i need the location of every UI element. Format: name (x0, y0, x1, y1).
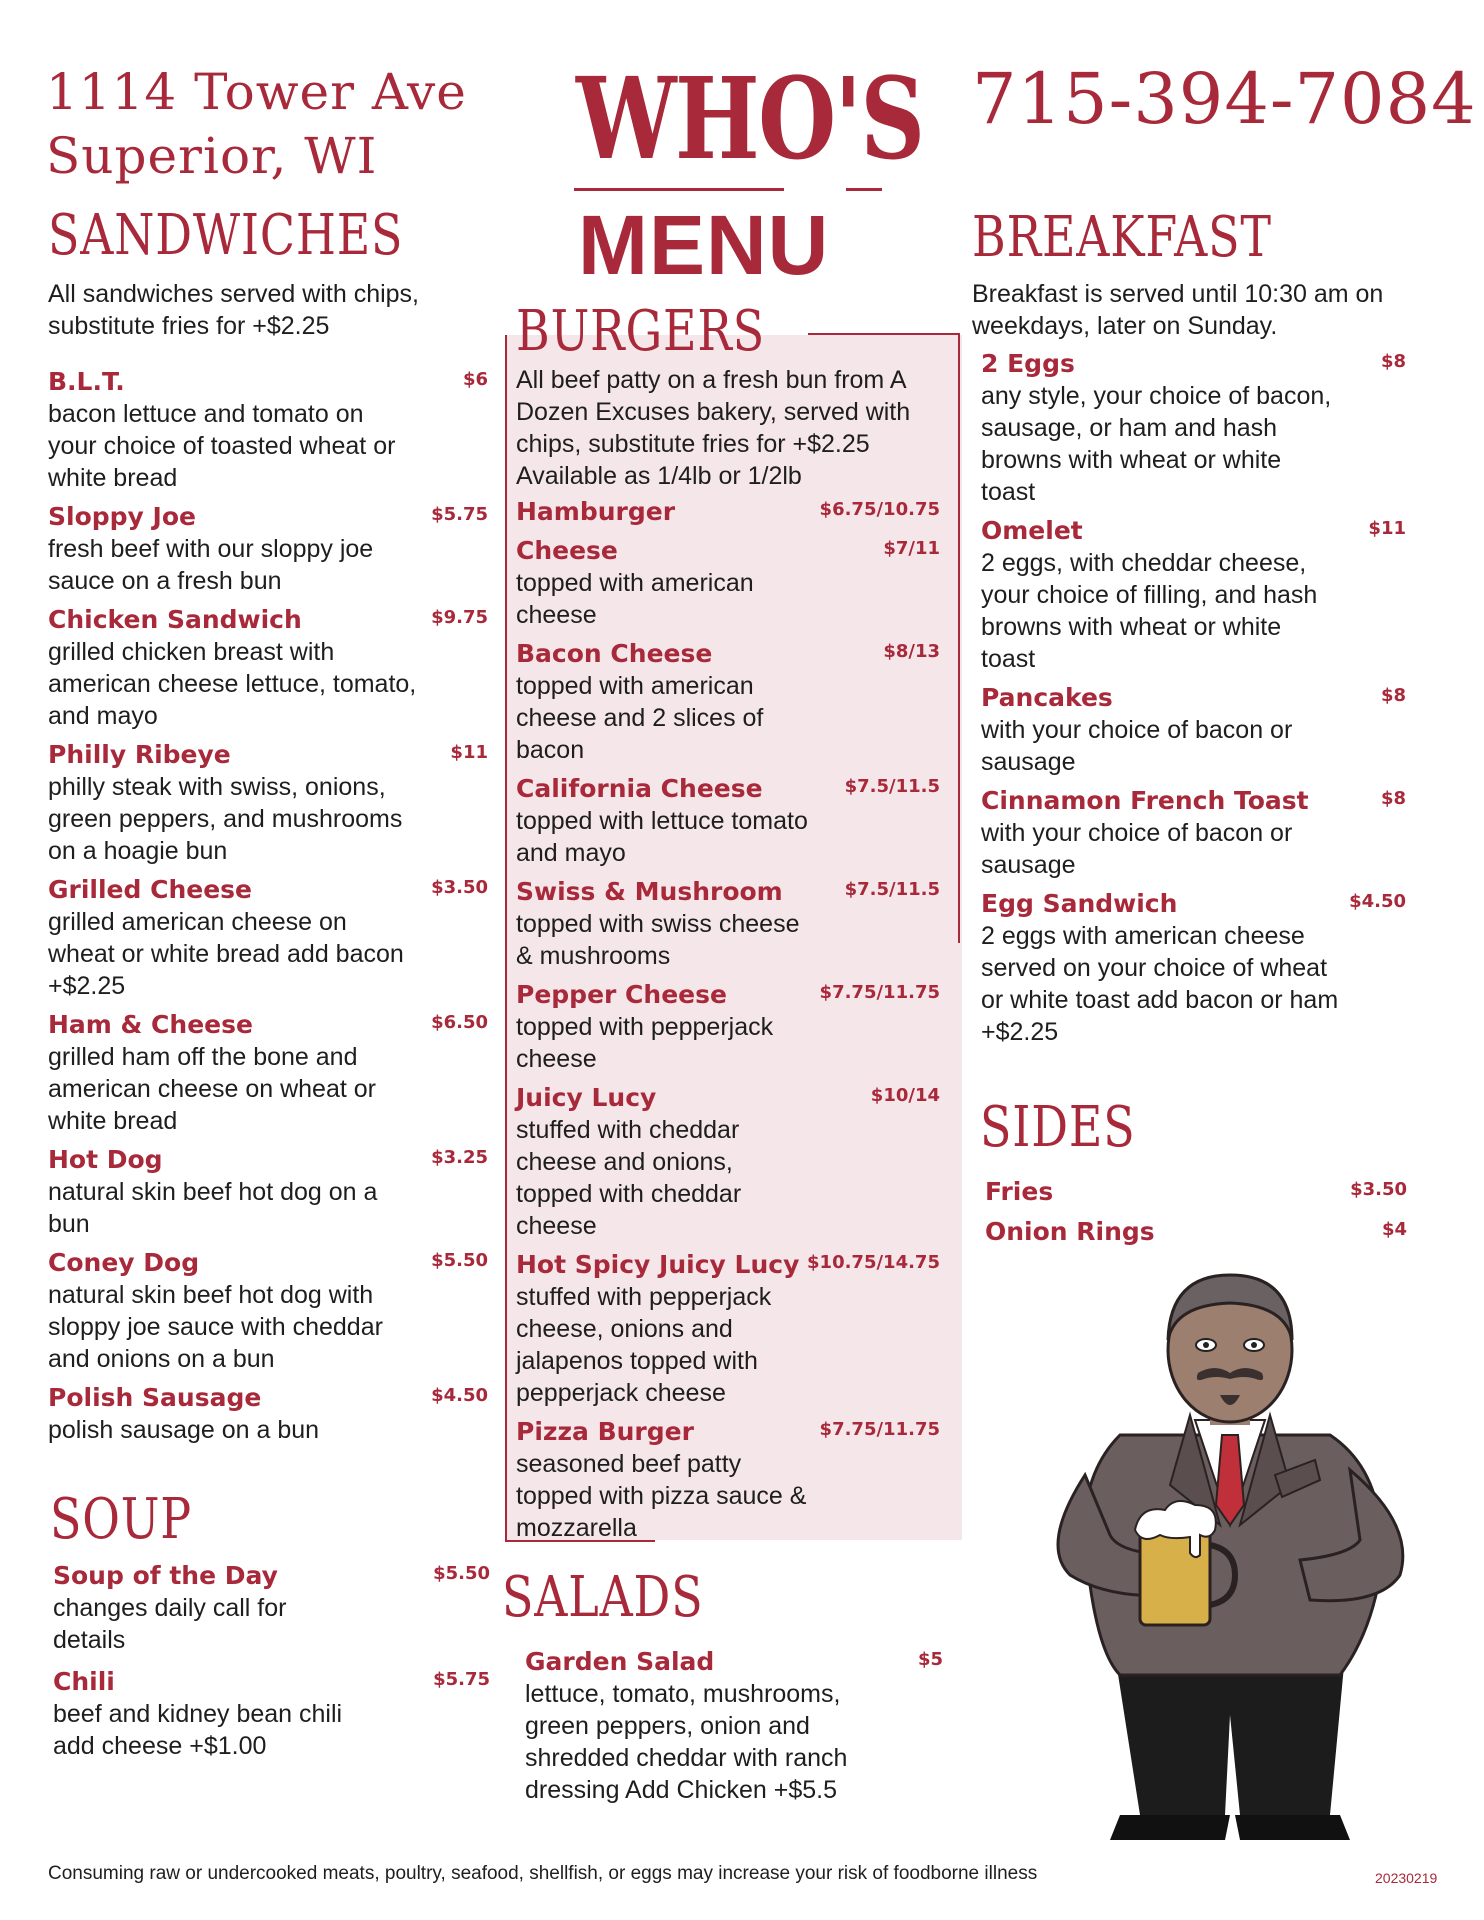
menu-item-price: $7.5/11.5 (844, 776, 940, 797)
menu-item-description: topped with pepperjack cheese (516, 1013, 774, 1073)
logo-whos: WHO'S (576, 54, 924, 185)
burgers-title: BURGERS (516, 299, 765, 364)
menu-item (48, 874, 488, 1002)
menu-item-name: Egg Sandwich (981, 889, 1178, 918)
menu-item (48, 1009, 488, 1137)
menu-item-description: grilled chicken breast with american cheese lettuce, tomato, and mayo (48, 638, 417, 730)
sandwiches-intro: All sandwiches served with chips, substitute fries for +$2.25 (48, 280, 419, 340)
menu-item (981, 785, 1406, 881)
menu-item-description: seasoned beef patty topped with pizza sauce & mozzarella (516, 1450, 807, 1542)
menu-item-name: Chicken Sandwich (48, 605, 302, 634)
menu-item-price: $7.75/11.75 (819, 982, 940, 1003)
sandwiches-list (48, 366, 488, 1453)
menu-item (48, 366, 488, 494)
menu-item (48, 739, 488, 867)
menu-item-price: $5.75 (431, 504, 488, 525)
menu-item (985, 1216, 1407, 1248)
phone-number: 715-394-7084 (972, 58, 1477, 140)
menu-item-name: Hot Dog (48, 1145, 163, 1174)
logo-menu: MENU (578, 198, 830, 292)
soup-title: SOUP (50, 1487, 192, 1552)
menu-item-description: stuffed with pepperjack cheese, onions and jalapenos topped with pepperjack cheese (516, 1283, 772, 1407)
menu-item-description: bacon lettuce and tomato on your choice of toasted wheat or white bread (48, 400, 396, 492)
menu-item-description: grilled american cheese on wheat or white bread add bacon +$2.25 (48, 908, 404, 1000)
menu-item-price: $6 (462, 369, 488, 390)
menu-item-price: $5 (917, 1649, 943, 1670)
menu-item-name: Onion Rings (985, 1217, 1155, 1246)
menu-item-price: $10/14 (870, 1085, 940, 1106)
menu-item-price: $5.75 (433, 1669, 490, 1690)
menu-item-name: Hot Spicy Juicy Lucy (516, 1250, 800, 1279)
menu-item-description: 2 eggs with american cheese served on your choice of wheat or white toast add bacon or ham +$2.25 (981, 922, 1339, 1046)
menu-item-name: Ham & Cheese (48, 1010, 253, 1039)
menu-item-name: Pizza Burger (516, 1417, 694, 1446)
menu-item-price: $3.25 (431, 1147, 488, 1168)
menu-item-description: stuffed with cheddar cheese and onions, topped with cheddar cheese (516, 1116, 742, 1240)
menu-item-description: natural skin beef hot dog on a bun (48, 1178, 378, 1238)
menu-item-name: Garden Salad (525, 1647, 715, 1676)
menu-item-name: Swiss & Mushroom (516, 877, 783, 906)
logo-rule-right (846, 188, 882, 191)
sides-title: SIDES (980, 1095, 1136, 1160)
menu-item (516, 876, 940, 972)
menu-item-description: natural skin beef hot dog with sloppy joe sauce with cheddar and onions on a bun (48, 1281, 383, 1373)
menu-item-name: Fries (985, 1177, 1054, 1206)
sides-list (985, 1176, 1407, 1256)
menu-item-description: any style, your choice of bacon, sausage, or ham and hash browns with wheat or white toast (981, 382, 1332, 506)
menu-item-name: 2 Eggs (981, 349, 1075, 378)
menu-item (985, 1176, 1407, 1208)
menu-item (48, 1382, 488, 1446)
breakfast-intro: Breakfast is served until 10:30 am on weekdays, later on Sunday. (972, 280, 1384, 340)
menu-item-description: topped with swiss cheese & mushrooms (516, 910, 800, 970)
menu-item (516, 535, 940, 631)
menu-item-price: $6.50 (431, 1012, 488, 1033)
menu-item-name: B.L.T. (48, 367, 125, 396)
burgers-panel-top-rule (808, 333, 960, 335)
menu-item-price: $7.75/11.75 (819, 1419, 940, 1440)
menu-item (53, 1560, 490, 1656)
menu-item-description: topped with lettuce tomato and mayo (516, 807, 808, 867)
menu-item-name: Hamburger (516, 497, 676, 526)
menu-item-price: $11 (1368, 518, 1406, 539)
menu-item (516, 1416, 940, 1544)
menu-item-price: $8/13 (883, 641, 940, 662)
menu-item-name: Chili (53, 1667, 115, 1696)
document-code: 20230219 (1375, 1870, 1438, 1886)
menu-item (48, 501, 488, 597)
burgers-list (516, 496, 940, 1551)
breakfast-list (981, 348, 1406, 1055)
menu-item-description: topped with american cheese and 2 slices of bacon (516, 672, 764, 764)
menu-item-name: Cinnamon French Toast (981, 786, 1309, 815)
address: 1114 Tower Ave Superior, WI (46, 63, 467, 185)
menu-item-name: Sloppy Joe (48, 502, 196, 531)
menu-item (981, 682, 1406, 778)
menu-item-price: $8 (1380, 351, 1406, 372)
menu-item-name: Omelet (981, 516, 1083, 545)
menu-item-price: $11 (450, 742, 488, 763)
menu-item-name: Coney Dog (48, 1248, 200, 1277)
menu-item-description: 2 eggs, with cheddar cheese, your choice of filling, and hash browns with wheat or white toast (981, 549, 1318, 673)
menu-item (516, 979, 940, 1075)
menu-item-price: $7/11 (883, 538, 940, 559)
menu-item-description: with your choice of bacon or sausage (981, 819, 1293, 879)
menu-item-price: $4.50 (1349, 891, 1406, 912)
menu-item (48, 604, 488, 732)
menu-item-price: $4.50 (431, 1385, 488, 1406)
menu-item (48, 1247, 488, 1375)
menu-item-name: Cheese (516, 536, 618, 565)
salads-list (525, 1646, 943, 1813)
logo (570, 54, 924, 292)
menu-item (981, 515, 1406, 675)
menu-item-description: changes daily call for details (53, 1594, 287, 1654)
menu-item-name: Pepper Cheese (516, 980, 727, 1009)
menu-item-price: $5.50 (431, 1250, 488, 1271)
menu-item-price: $4 (1381, 1219, 1407, 1240)
menu-item (981, 888, 1406, 1048)
menu-item-price: $9.75 (431, 607, 488, 628)
menu-item-description: beef and kidney bean chili add cheese +$1.00 (53, 1700, 343, 1760)
menu-item-name: Juicy Lucy (516, 1083, 657, 1112)
breakfast-title: BREAKFAST (972, 205, 1272, 270)
menu-item-name: Pancakes (981, 683, 1113, 712)
menu-item (48, 1144, 488, 1240)
menu-item-name: Polish Sausage (48, 1383, 262, 1412)
menu-item (516, 1082, 940, 1242)
menu-item (525, 1646, 943, 1806)
menu-item-price: $8 (1380, 788, 1406, 809)
menu-item-price: $3.50 (1350, 1179, 1407, 1200)
menu-item-name: Philly Ribeye (48, 740, 231, 769)
burgers-intro: All beef patty on a fresh bun from A Dozen Excuses bakery, served with chips, substitute fries for +$2.25 Available as 1/4lb or 1/2lb (516, 366, 911, 490)
menu-item-description: topped with american cheese (516, 569, 754, 629)
footer-disclaimer: Consuming raw or undercooked meats, poultry, seafood, shellfish, or eggs may increase your risk of foodborne illness (48, 1863, 1038, 1884)
menu-item-price: $7.5/11.5 (844, 879, 940, 900)
menu-item-description: fresh beef with our sloppy joe sauce on a fresh bun (48, 535, 374, 595)
menu-item-description: with your choice of bacon or sausage (981, 716, 1293, 776)
menu-item-price: $6.75/10.75 (819, 499, 940, 520)
menu-item (516, 638, 940, 766)
mascot-man-icon (1030, 1255, 1430, 1845)
logo-rule-left (574, 188, 784, 191)
menu-item-description: philly steak with swiss, onions, green peppers, and mushrooms on a hoagie bun (48, 773, 403, 865)
salads-title: SALADS (502, 1565, 704, 1630)
menu-item-name: Bacon Cheese (516, 639, 713, 668)
menu-item-price: $5.50 (433, 1563, 490, 1584)
menu-item-name: Soup of the Day (53, 1561, 278, 1590)
menu-item-description: lettuce, tomato, mushrooms, green peppers, onion and shredded cheddar with ranch dressing Add Chicken +$5.5 (525, 1680, 848, 1804)
menu-item (516, 773, 940, 869)
menu-item-price: $8 (1380, 685, 1406, 706)
menu-item-price: $3.50 (431, 877, 488, 898)
menu-item-name: California Cheese (516, 774, 763, 803)
menu-item-description: polish sausage on a bun (48, 1416, 320, 1444)
menu-item (516, 1249, 940, 1409)
mascot-illustration (1030, 1255, 1430, 1845)
menu-item-description: grilled ham off the bone and american cheese on wheat or white bread (48, 1043, 376, 1135)
menu-item-price: $10.75/14.75 (807, 1252, 940, 1273)
menu-item (53, 1666, 490, 1762)
soup-list (53, 1560, 490, 1772)
menu-item-name: Grilled Cheese (48, 875, 253, 904)
menu-item (981, 348, 1406, 508)
burgers-panel-right-rule (958, 333, 960, 943)
sandwiches-title: SANDWICHES (48, 203, 404, 268)
menu-item (516, 496, 940, 528)
